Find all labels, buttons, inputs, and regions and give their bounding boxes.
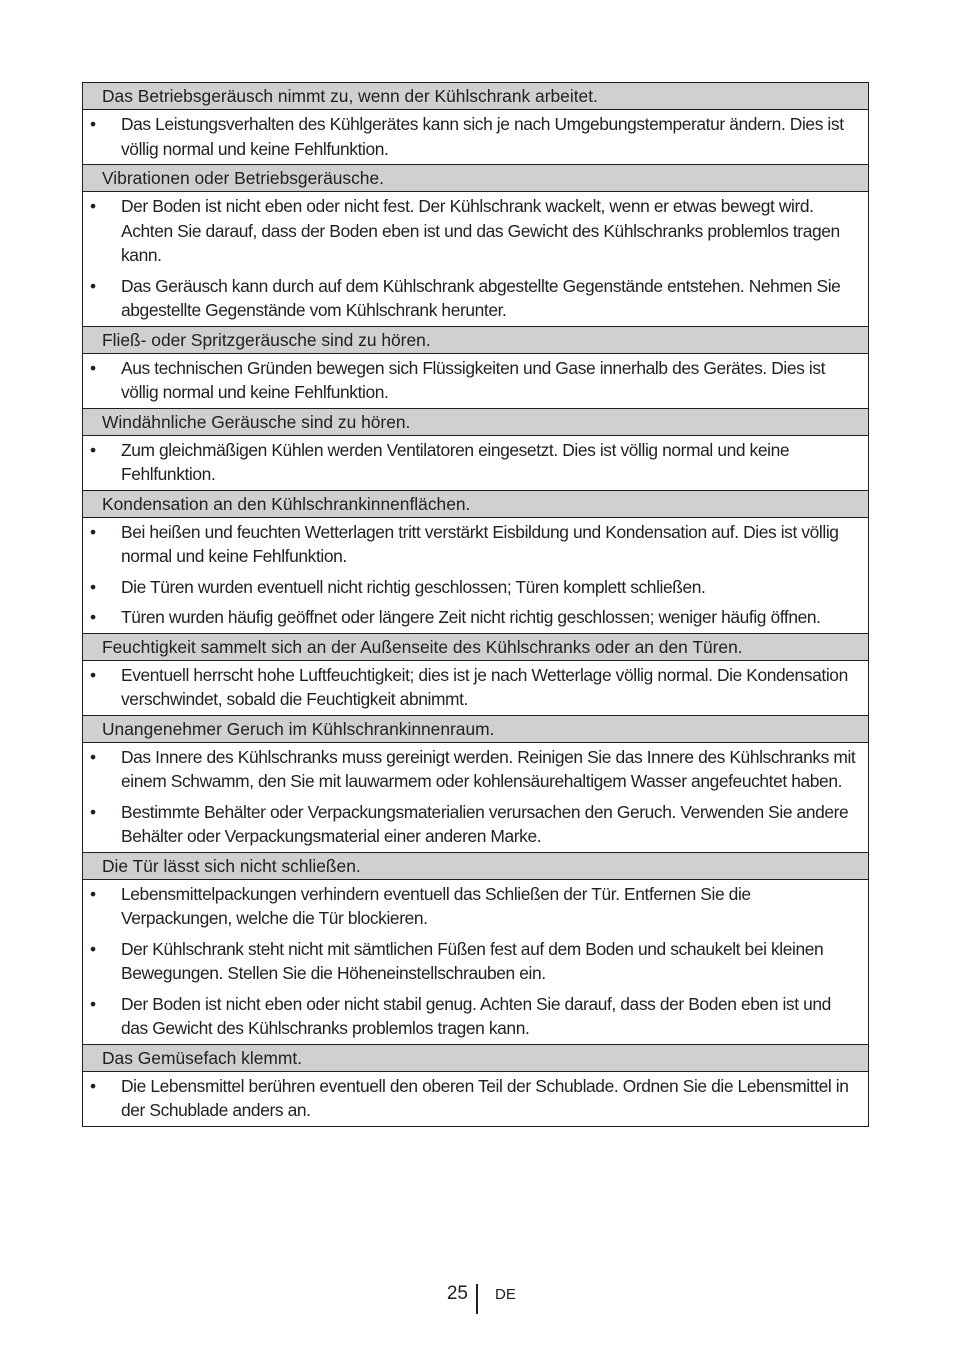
bullet-icon: • xyxy=(90,275,97,296)
bullet-icon: • xyxy=(90,938,97,959)
solution-text: Der Boden ist nicht eben oder nicht stabil genug. Achten Sie darauf, dass der Boden eben ist und das Gewicht des Kühlschranks problemlos tragen kann. xyxy=(121,993,831,1038)
solution-list xyxy=(83,661,868,716)
page-footer xyxy=(0,1279,954,1319)
solution-list xyxy=(83,743,868,853)
solution-item xyxy=(83,194,868,268)
problem-header: Feuchtigkeit sammelt sich an der Außenseite des Kühlschranks oder an den Türen. xyxy=(83,634,868,661)
solution-list xyxy=(83,192,868,327)
solution-item xyxy=(83,882,868,931)
solution-text: Eventuell herrscht hohe Luftfeuchtigkeit; dies ist je nach Wetterlage völlig normal. Die Kondensation verschwindet, sobald die Feuchtigkeit abnimmt. xyxy=(121,664,848,709)
bullet-icon: • xyxy=(90,114,97,134)
solution-text: Bestimmte Behälter oder Verpackungsmaterialien verursachen den Geruch. Verwenden Sie andere Behälter oder Verpackungsmaterial einer anderen Marke. xyxy=(121,801,849,846)
bullet-icon: • xyxy=(90,1075,97,1096)
page-number: 25 xyxy=(446,1283,468,1304)
bullet-icon: • xyxy=(90,439,97,460)
bullet-icon: • xyxy=(90,883,97,904)
solution-text: Die Lebensmittel berühren eventuell den oberen Teil der Schublade. Ordnen Sie die Lebensmittel in der Schublade anders an. xyxy=(121,1075,849,1120)
solution-text: Das Leistungsverhalten des Kühlgerätes kann sich je nach Umgebungstemperatur ändern. Dies ist völlig normal und keine Fehlfunktion. xyxy=(121,114,844,159)
solution-text: Türen wurden häufig geöffnet oder längere Zeit nicht richtig geschlossen; weniger häufig öffnen. xyxy=(121,607,821,627)
solution-list xyxy=(83,518,868,634)
bullet-icon: • xyxy=(90,576,97,597)
solution-list xyxy=(83,354,868,409)
solution-text: Aus technischen Gründen bewegen sich Flüssigkeiten und Gase innerhalb des Gerätes. Dies ist völlig normal und keine Fehlfunktion. xyxy=(121,357,826,402)
bullet-icon: • xyxy=(90,746,97,767)
solution-list xyxy=(83,1072,868,1126)
solution-text: Das Geräusch kann durch auf dem Kühlschrank abgestellte Gegenstände entstehen. Nehmen Sie abgestellte Gegenstände vom Kühlschrank herunter. xyxy=(121,275,841,320)
language-code: DE xyxy=(495,1286,516,1303)
problem-header: Fließ- oder Spritzgeräusche sind zu hören. xyxy=(83,327,868,354)
troubleshooting-table xyxy=(82,82,869,1127)
solution-item xyxy=(83,800,868,849)
solution-list xyxy=(83,110,868,165)
bullet-icon: • xyxy=(90,607,97,627)
solution-item xyxy=(83,745,868,794)
solution-item xyxy=(83,1074,868,1123)
solution-text: Die Türen wurden eventuell nicht richtig geschlossen; Türen komplett schließen. xyxy=(121,576,706,597)
problem-header: Vibrationen oder Betriebsgeräusche. xyxy=(83,165,868,192)
solution-item xyxy=(83,438,868,487)
solution-list xyxy=(83,436,868,491)
bullet-icon: • xyxy=(90,664,97,685)
solution-text: Bei heißen und feuchten Wetterlagen tritt verstärkt Eisbildung und Kondensation auf. Dies ist völlig normal und keine Fehlfunktion. xyxy=(121,521,839,566)
problem-header: Das Betriebsgeräusch nimmt zu, wenn der Kühlschrank arbeitet. xyxy=(83,83,868,110)
problem-header: Das Gemüsefach klemmt. xyxy=(83,1045,868,1072)
solution-text: Zum gleichmäßigen Kühlen werden Ventilatoren eingesetzt. Dies ist völlig normal und keine Fehlfunktion. xyxy=(121,439,790,484)
bullet-icon: • xyxy=(90,357,97,378)
bullet-icon: • xyxy=(90,993,97,1014)
solution-text: Das Innere des Kühlschranks muss gereinigt werden. Reinigen Sie das Innere des Kühlschranks mit einem Schwamm, den Sie mit lauwarmem oder kohlensäurehaltigem Wasser angefeuchtet haben. xyxy=(121,746,856,791)
bullet-icon: • xyxy=(90,521,97,542)
solution-item xyxy=(83,937,868,986)
solution-item xyxy=(83,992,868,1041)
solution-item xyxy=(83,575,868,600)
problem-header: Kondensation an den Kühlschrankinnenflächen. xyxy=(83,491,868,518)
problem-header: Die Tür lässt sich nicht schließen. xyxy=(83,853,868,880)
solution-text: Der Boden ist nicht eben oder nicht fest. Der Kühlschrank wackelt, wenn er etwas bewegt wird. Achten Sie darauf, dass der Boden eben ist und das Gewicht des Kühlschranks problemlos tragen kann. xyxy=(121,196,840,265)
solution-item xyxy=(83,605,868,630)
problem-header: Unangenehmer Geruch im Kühlschrankinnenraum. xyxy=(83,716,868,743)
solution-text: Der Kühlschrank steht nicht mit sämtlichen Füßen fest auf dem Boden und schaukelt bei kleinen Bewegungen. Stellen Sie die Höheneinstellschrauben ein. xyxy=(121,938,824,983)
bullet-icon: • xyxy=(90,801,97,822)
solution-item xyxy=(83,274,868,323)
solution-item xyxy=(83,520,868,569)
solution-list xyxy=(83,880,868,1045)
footer-divider xyxy=(476,1284,478,1314)
problem-header: Windähnliche Geräusche sind zu hören. xyxy=(83,409,868,436)
solution-item xyxy=(83,663,868,712)
solution-item xyxy=(83,356,868,405)
bullet-icon: • xyxy=(90,196,97,216)
solution-text: Lebensmittelpackungen verhindern eventuell das Schließen der Tür. Entfernen Sie die Verpackungen, welche die Tür blockieren. xyxy=(121,883,751,928)
solution-item xyxy=(83,112,868,161)
